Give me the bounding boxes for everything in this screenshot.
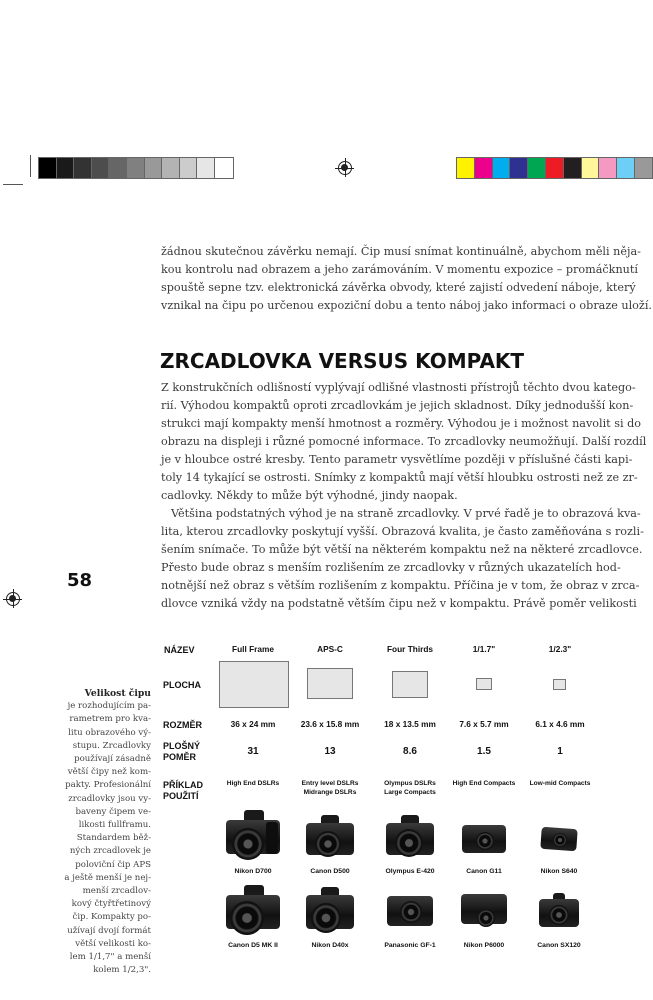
camera-label: Nikon P6000 [463,942,505,949]
text-line: dlovce vzniká vždy na podstatně větším čipu než v kompaktu. Právě poměr velikosti [161,597,637,610]
color-swatch-red [546,158,564,178]
crop-mark-horizontal [3,184,23,185]
color-calibration-bar [456,157,653,179]
usage-example [302,779,359,797]
text-line: rií. Výhodou kompaktů oproti zrcadlovkám je jejich skladnost. Díky jednodušší kon- [161,399,634,412]
text-line: Přesto bude obraz s menším rozlišením ze zrcadlovky v různých ukazatelích hod- [161,561,621,574]
usage-line: Entry level DSLRs [301,780,359,787]
sensor-size-box [392,671,428,698]
camera-image-dslr [305,887,355,937]
column-header: APS-C [317,644,343,654]
caption-line: poloviční čip APS [75,859,151,870]
gray-swatch [215,158,233,178]
caption-line: lem 1/1,7" a menší [69,952,151,963]
camera-label: Canon SX120 [537,942,581,949]
sensor-size-box [307,668,353,699]
camera-image-dslr [224,810,282,864]
gray-swatch [127,158,145,178]
text-line: obrazu na displeji i různé pomocné informace. To zrcadlovky neumožňují. Další rozdíl [161,435,647,448]
caption-line: Standardem běž- [76,833,151,844]
camera-label: Nikon D40x [311,942,349,949]
usage-line: High End Compacts [452,780,516,787]
gray-swatch [92,158,110,178]
column-header: Full Frame [232,644,274,654]
usage-example [453,779,516,788]
registration-mark-icon [6,592,20,606]
caption-line: a ještě menší je nej- [64,872,151,883]
camera-label: Nikon D700 [234,868,272,875]
caption-line: větší čipy než kom- [67,767,151,778]
gray-swatch [145,158,163,178]
sensor-dimensions: 6.1 x 4.6 mm [535,719,585,729]
camera-image-mirrorless [387,893,433,929]
sensor-size-box [219,661,289,708]
usage-line: Large Compacts [384,789,436,796]
gray-swatch [57,158,75,178]
text-line: strukci mají kompakty menší hmotnost a rozměry. Výhodou je i možnost navolit si do [161,417,641,430]
gray-swatch [74,158,92,178]
text-line: Většina podstatných výhod je na straně zrcadlovky. V prvé řadě je to obrazová kva- [171,507,641,520]
gray-swatch [109,158,127,178]
caption-line: je rozhodujícím pa- [67,701,151,712]
color-swatch-black [564,158,582,178]
text-line: žádnou skutečnou závěrku nemají. Čip musí snímat kontinuálně, abychom měli něja- [161,245,641,258]
camera-image-compact [462,822,506,854]
gray-swatch [162,158,180,178]
text-line: notnější než obraz s větším rozlišením z kompaktu. Příčina je v tom, že obraz v zrca- [161,579,640,592]
gray-swatch [39,158,57,178]
camera-label: Canon G11 [466,868,502,875]
color-swatch-cyan [493,158,511,178]
sensor-dimensions: 18 x 13.5 mm [384,719,436,729]
usage-line: Low-mid Compacts [529,780,591,787]
camera-image-dslr [385,815,435,861]
caption-line: kolem 1/2,3". [93,965,151,976]
usage-line: Midrange DSLRs [303,789,357,796]
caption-line: pakty. Profesionální [65,780,151,791]
color-swatch-gray [635,158,653,178]
camera-image-compact [461,891,507,931]
sensor-size-box [553,679,566,690]
text-line: spouště sepne tzv. elektronická závěrka obvody, které zajistí odvedení náboje, který [161,281,636,294]
camera-image-dslr [305,815,355,861]
caption-line: menší zrcadlov- [82,886,151,897]
figure-caption [55,687,151,977]
intro-paragraph [161,243,652,315]
camera-label: Panasonic GF-1 [384,942,436,949]
caption-line: rametrem pro kva- [69,714,151,725]
color-swatch-yellow [457,158,475,178]
caption-line: zrcadlovky jsou vy- [68,793,151,804]
row-label-area: PLOCHA [163,680,201,690]
color-swatch-light-yellow [582,158,600,178]
camera-image-compact [539,893,579,931]
area-ratio: 31 [247,746,259,757]
body-paragraph [161,505,644,613]
caption-line: používají zásadně [74,754,151,765]
page-number: 58 [67,570,93,591]
color-swatch-light-cyan [617,158,635,178]
area-ratio: 1 [557,746,563,757]
camera-label: Nikon S640 [540,868,578,875]
camera-label: Canon D500 [310,868,350,875]
caption-line: čip. Kompakty po- [72,912,151,923]
text-line: lita, kterou zrcadlovky poskytují vyšší. Obrazová kvalita, je často zaměňována s rozli- [161,525,644,538]
usage-line: Olympus DSLRs [384,780,436,787]
text-line: cadlovky. Někdy to může být výhodné, jindy naopak. [161,489,458,502]
text-line: toly 14 tykající se ostrosti. Snímky z kompaktů mají větší hloubku ostrosti než ze zr- [161,471,638,484]
color-swatch-green [528,158,546,178]
sensor-dimensions: 36 x 24 mm [230,719,276,729]
color-swatch-magenta [475,158,493,178]
usage-example [384,779,436,797]
caption-line: stupu. Zrcadlovky [72,740,151,751]
sensor-size-box [476,678,492,690]
area-ratio: 1.5 [477,746,491,757]
column-header: 1/2.3" [548,644,572,654]
caption-line: likosti fullframu. [78,820,151,831]
gray-swatch [197,158,215,178]
text-line: Z konstrukčních odlišností vyplývají odlišné vlastnosti přístrojů těchto dvou katego- [161,381,636,394]
color-swatch-pink [599,158,617,178]
usage-line: High End DSLRs [226,780,280,787]
row-label-usage: POUŽITÍ [163,791,199,801]
sensor-dimensions: 7.6 x 5.7 mm [459,719,509,729]
text-line: vznikal na čipu po určenou expoziční dobu a tento náboj jako informaci o obraze uloží. [161,299,652,312]
caption-line: litu obrazového vý- [68,727,151,738]
row-label-ratio: POMĚR [163,752,197,762]
grayscale-calibration-bar [38,157,234,179]
text-line: kou kontrolu nad obrazem a jeho zarámováním. V momentu expozice – promáčknutí [161,263,638,276]
usage-example [530,779,591,788]
camera-image-compact [541,826,577,850]
usage-example [227,779,279,788]
camera-image-dslr [224,885,282,939]
body-paragraph [161,379,647,505]
row-label-ratio: PLOŠNÝ [163,741,201,751]
gray-swatch [180,158,198,178]
camera-label: Canon D5 MK II [228,942,278,949]
column-header: 1/1.7" [472,644,496,654]
text-line: šením snímače. To může být větší na některém kompaktu než na některé zrcadlovce. [161,543,643,556]
caption-line: větší velikosti ko- [75,938,151,949]
caption-line: užívají dvojí formát [67,925,151,936]
row-label-name: NÁZEV [164,645,195,655]
area-ratio: 13 [324,746,336,757]
sensor-dimensions: 23.6 x 15.8 mm [300,719,360,729]
row-label-usage: PŘÍKLAD [163,780,203,790]
caption-title: Velikost čipu [84,688,151,699]
camera-label: Olympus E-420 [385,868,435,875]
caption-line: ných zrcadlovek je [69,846,151,857]
text-line: je v hloubce ostré kresby. Tento parametr vysvětlíme později v příslušné části kapi- [161,453,633,466]
section-heading: ZRCADLOVKA VERSUS KOMPAKT [160,349,525,373]
area-ratio: 8.6 [403,746,417,757]
column-header: Four Thirds [386,644,434,654]
color-swatch-blue [510,158,528,178]
crop-mark-vertical [30,155,31,177]
caption-line: baveny čipem ve- [75,806,151,817]
registration-mark-icon [338,161,352,175]
row-label-size: ROZMĚR [163,720,202,730]
caption-line: kový čtyřtřetinový [71,899,151,910]
